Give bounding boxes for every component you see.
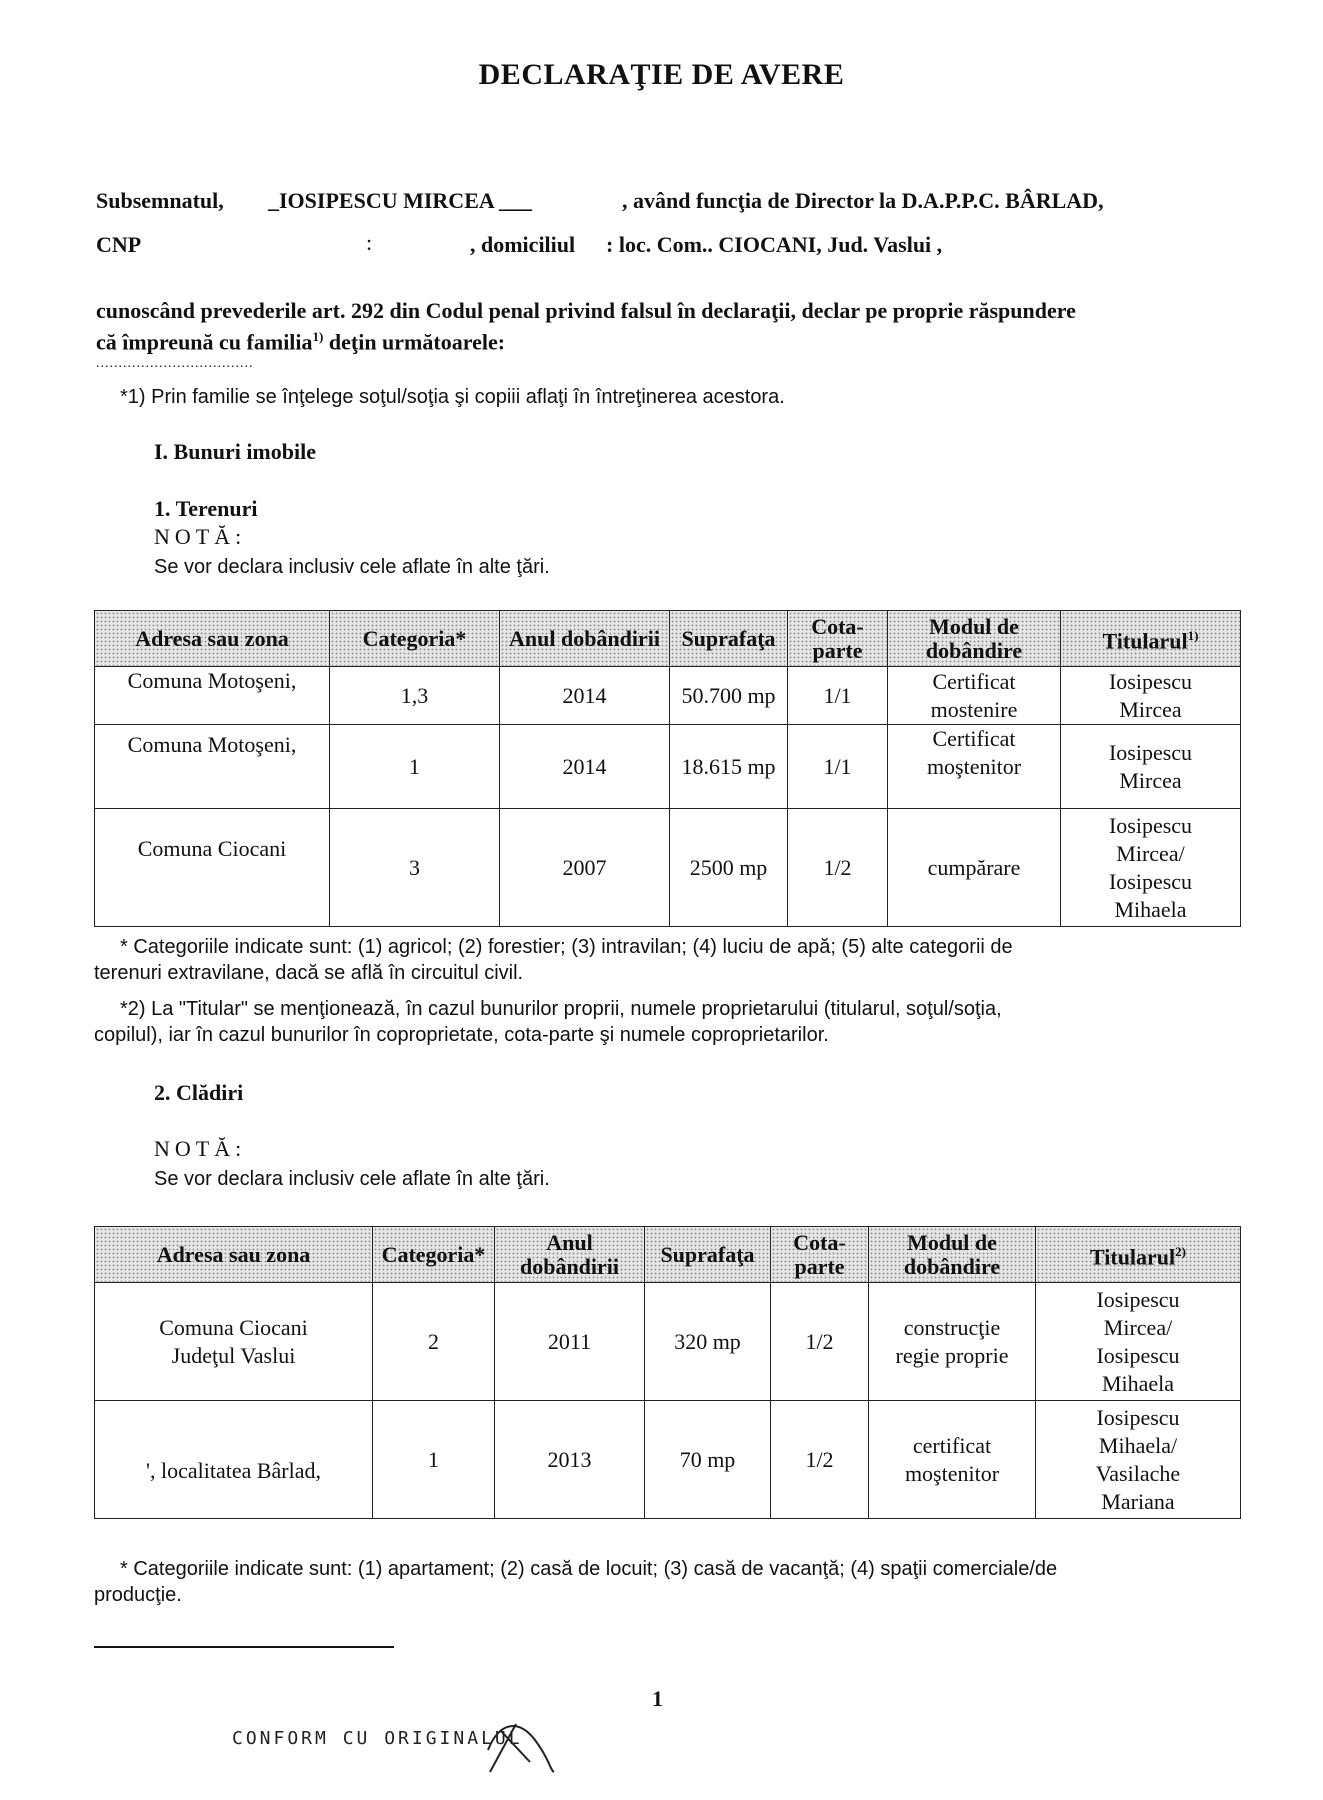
domiciliul-label: , domiciliul: [470, 232, 576, 257]
header-anul: Anul dobândirii: [495, 1227, 645, 1283]
cladiri-heading: 2. Clădiri: [154, 1080, 244, 1105]
terenuri-footnote-categories-2: terenuri extravilane, dacă se află în circuitul civil.: [94, 962, 524, 984]
header-cota: Cota-parte: [788, 611, 888, 667]
signature-mark: [480, 1700, 560, 1780]
header-titular: Titularul$^{2)}$: [1036, 1227, 1241, 1283]
cell-categoria: 2: [373, 1283, 495, 1401]
cell-categoria: 1,3: [330, 667, 500, 725]
terenuri-footnote-titular-2: copilul), iar în cazul bunurilor în coproprietate, cota-parte şi numele coproprietarilor.: [94, 1024, 829, 1046]
section-bunuri-imobile: I. Bunuri imobile: [154, 439, 316, 464]
cladiri-footnote-2: producţie.: [94, 1584, 182, 1606]
header-titular: Titularul$^{1)}$: [1061, 611, 1241, 667]
dotted-line: ...................................: [96, 356, 254, 371]
cell-categoria: 1: [373, 1401, 495, 1519]
cell-categoria: 1: [330, 725, 500, 809]
subsemnatul-label: Subsemnatul,: [96, 188, 224, 213]
terenuri-header-row: [95, 611, 1241, 667]
cell-adresa: Comuna Motoşeni,: [95, 667, 330, 725]
table-row: [95, 1401, 1241, 1519]
page-number: 1: [652, 1686, 663, 1711]
header-adresa: Adresa sau zona: [95, 611, 330, 667]
conform-stamp: CONFORM CU ORIGINALUL: [232, 1728, 523, 1749]
cell-anul: 2014: [500, 667, 670, 725]
cell-anul: 2014: [500, 725, 670, 809]
cell-suprafata: 2500 mp: [670, 809, 788, 927]
cell-titular: Iosipescu Mircea: [1061, 667, 1241, 725]
cell-suprafata: 320 mp: [645, 1283, 771, 1401]
cladiri-footnote-1: * Categoriile indicate sunt: (1) apartament; (2) casă de locuit; (3) casă de vacanţă; (4) spaţii comerciale/de: [120, 1558, 1058, 1580]
functia-text: , având funcţia de Director la D.A.P.P.C. BÂRLAD,: [622, 188, 1104, 213]
cnp-label: CNP: [96, 232, 142, 257]
terenuri-heading: 1. Terenuri: [154, 496, 258, 521]
domiciliul-value: : loc. Com.. CIOCANI, Jud. Vaslui ,: [606, 232, 943, 257]
header-modul: Modul de dobândire: [888, 611, 1061, 667]
terenuri-nota-label: NOTĂ:: [154, 524, 247, 549]
cell-cota: 1/2: [771, 1401, 869, 1519]
table-row: [95, 1283, 1241, 1401]
terenuri-footnote-categories-1: * Categoriile indicate sunt: (1) agricol; (2) forestier; (3) intravilan; (4) luciu de apă; (5) alte categorii de: [120, 936, 1013, 958]
declarant-name: _IOSIPESCU MIRCEA ___: [268, 188, 533, 213]
declaration-line-2: că împreună cu familia$^{1)}$ deţin următoarele:: [96, 329, 506, 355]
cell-cota: 1/2: [788, 809, 888, 927]
cell-adresa: Comuna Motoşeni,: [95, 725, 330, 809]
terenuri-nota-text: Se vor declara inclusiv cele aflate în alte ţări.: [154, 556, 550, 578]
cell-cota: 1/2: [771, 1283, 869, 1401]
header-modul: Modul de dobândire: [869, 1227, 1036, 1283]
table-row: [95, 809, 1241, 927]
cladiri-header-row: [95, 1227, 1241, 1283]
table-row: [95, 725, 1241, 809]
cell-suprafata: 18.615 mp: [670, 725, 788, 809]
cell-adresa: Comuna Ciocani: [95, 809, 330, 927]
document-title: DECLARAŢIE DE AVERE: [478, 58, 845, 91]
cell-suprafata: 50.700 mp: [670, 667, 788, 725]
header-adresa: Adresa sau zona: [95, 1227, 373, 1283]
cell-modul: Certificat moştenitor: [888, 725, 1061, 809]
terenuri-table: [94, 610, 1241, 927]
cladiri-nota-text: Se vor declara inclusiv cele aflate în alte ţări.: [154, 1168, 550, 1190]
cell-cota: 1/1: [788, 667, 888, 725]
table-row: [95, 667, 1241, 725]
cnp-mark: :: [366, 230, 373, 255]
cell-titular: Iosipescu Mircea/ Iosipescu Mihaela: [1061, 809, 1241, 927]
header-cota: Cota-parte: [771, 1227, 869, 1283]
cladiri-nota-label: NOTĂ:: [154, 1136, 247, 1161]
footnote-separator: [94, 1646, 394, 1648]
cell-titular: Iosipescu Mircea/ Iosipescu Mihaela: [1036, 1283, 1241, 1401]
header-categoria: Categoria*: [373, 1227, 495, 1283]
cell-titular: Iosipescu Mircea: [1061, 725, 1241, 809]
header-suprafata: Suprafaţa: [670, 611, 788, 667]
cell-modul: certificat moştenitor: [869, 1401, 1036, 1519]
cladiri-table: [94, 1226, 1241, 1519]
cell-categoria: 3: [330, 809, 500, 927]
cell-suprafata: 70 mp: [645, 1401, 771, 1519]
cell-modul: cumpărare: [888, 809, 1061, 927]
cell-cota: 1/1: [788, 725, 888, 809]
declaration-line-1: cunoscând prevederile art. 292 din Codul penal privind falsul în declaraţii, declar pe proprie răspundere: [96, 298, 1076, 323]
cell-modul: Certificat mostenire: [888, 667, 1061, 725]
footnote-family: *1) Prin familie se înţelege soţul/soţia şi copiii aflaţi în întreţinerea acestora.: [120, 386, 785, 408]
header-categoria: Categoria*: [330, 611, 500, 667]
cell-anul: 2013: [495, 1401, 645, 1519]
header-anul: Anul dobândirii: [500, 611, 670, 667]
header-suprafata: Suprafaţa: [645, 1227, 771, 1283]
cell-modul: construcţie regie proprie: [869, 1283, 1036, 1401]
cell-anul: 2007: [500, 809, 670, 927]
cell-anul: 2011: [495, 1283, 645, 1401]
cell-titular: Iosipescu Mihaela/ Vasilache Mariana: [1036, 1401, 1241, 1519]
cell-adresa: Comuna Ciocani Judeţul Vaslui: [95, 1283, 373, 1401]
terenuri-footnote-titular-1: *2) La "Titular" se menţionează, în cazul bunurilor proprii, numele proprietarului (titularul, soţul/soţia,: [120, 998, 1002, 1020]
cell-adresa: ', localitatea Bârlad,: [95, 1401, 373, 1519]
